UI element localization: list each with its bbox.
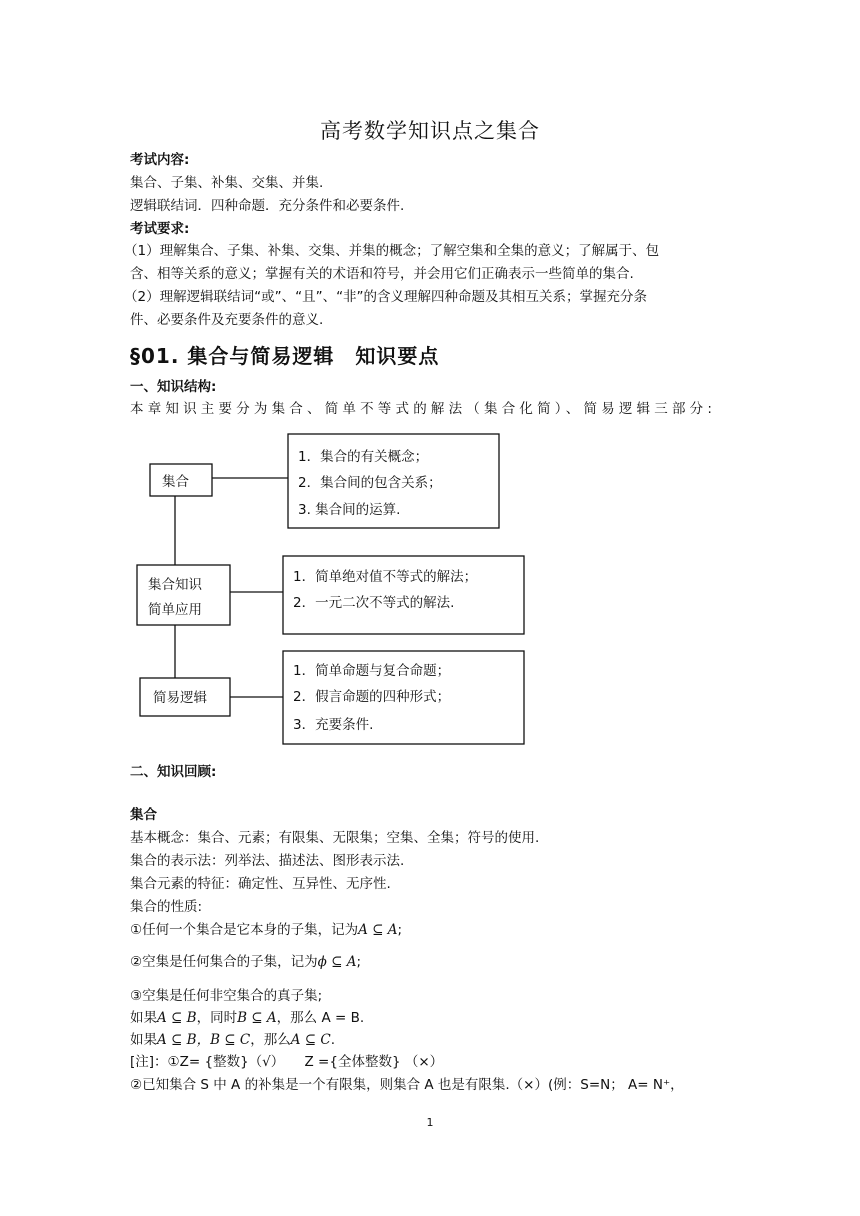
property-line (130, 1030, 335, 1050)
knowledge-structure-intro: 本章知识主要分为集合、简单不等式的解法（集合化简）、简易逻辑三部分: (130, 401, 717, 417)
section-title: §01. 集合与简易逻辑 知识要点 (130, 344, 440, 368)
math-expression: A ⊆ B，B ⊆ C (157, 1032, 251, 1048)
math-expression: A ⊆ A (358, 922, 398, 938)
exam-content-heading: 考试内容: (130, 152, 190, 168)
property-line (130, 952, 361, 972)
review-subheading: 集合 (130, 807, 157, 823)
review-line: 集合的性质: (130, 899, 203, 915)
text-fragment: ，那么 A = B. (276, 1010, 365, 1026)
property-line (130, 1008, 364, 1028)
note-line: ②已知集合 S 中 A 的补集是一个有限集，则集合 A 也是有限集.（×）(例：S=N； A= N⁺， (130, 1077, 684, 1093)
node-label: 集合知识 (148, 577, 202, 593)
property-line (130, 920, 402, 940)
content-item: 2．一元二次不等式的解法. (293, 595, 455, 611)
note-line: [注]：①Z= {整数}（√） Z ={全体整数} （×） (130, 1054, 444, 1070)
content-item: 3. 集合间的运算. (298, 502, 401, 518)
content-item: 1．集合的有关概念； (298, 449, 429, 465)
text-fragment: ，同时 (196, 1010, 238, 1026)
page-number: 1 (426, 1116, 434, 1129)
text-fragment: 如果 (130, 1032, 157, 1048)
page-title: 高考数学知识点之集合 (320, 119, 540, 143)
review-line: 基本概念：集合、元素；有限集、无限集；空集、全集；符号的使用. (130, 830, 540, 846)
math-expression: A ⊆ C (290, 1032, 331, 1048)
math-expression: A ⊆ B (157, 1010, 197, 1026)
review-heading: 二、知识回顾: (130, 764, 217, 780)
exam-requirement-line: （1）理解集合、子集、补集、交集、并集的概念；了解空集和全集的意义；了解属于、包 (124, 243, 660, 259)
punctuation: . (330, 1032, 335, 1048)
punctuation: ; (356, 954, 362, 970)
content-item: 3．充要条件. (293, 717, 374, 733)
review-line: 集合的表示法：列举法、描述法、图形表示法. (130, 853, 405, 869)
node-label: 简单应用 (148, 602, 202, 618)
math-expression: B ⊆ A (237, 1010, 277, 1026)
text-fragment: ，那么 (250, 1032, 291, 1048)
exam-content-line: 集合、子集、补集、交集、并集. (130, 175, 324, 191)
node-label: 集合 (162, 474, 189, 490)
content-item: 2．假言命题的四种形式； (293, 689, 451, 705)
knowledge-structure-heading: 一、知识结构: (130, 379, 217, 395)
property-text: ②空集是任何集合的子集，记为 (130, 954, 318, 970)
exam-content-line: 逻辑联结词．四种命题．充分条件和必要条件. (130, 198, 405, 214)
content-item: 1．简单命题与复合命题； (293, 663, 451, 679)
exam-requirement-line: 含、相等关系的意义；掌握有关的术语和符号，并会用它们正确表示一些简单的集合. (130, 266, 634, 282)
property-line: ③空集是任何非空集合的真子集; (130, 988, 323, 1004)
math-expression: ϕ ⊆ A (317, 954, 357, 970)
node-label: 简易逻辑 (153, 690, 207, 706)
exam-requirement-line: 件、必要条件及充要条件的意义. (130, 312, 324, 328)
text-fragment: 如果 (130, 1010, 157, 1026)
content-item: 1．简单绝对值不等式的解法； (293, 569, 478, 585)
property-text: ①任何一个集合是它本身的子集，记为 (130, 922, 359, 938)
review-line: 集合元素的特征：确定性、互异性、无序性. (130, 876, 391, 892)
exam-requirements-heading: 考试要求: (130, 221, 190, 237)
punctuation: ; (397, 922, 403, 938)
content-item: 2．集合间的包含关系； (298, 475, 442, 491)
exam-requirement-line: （2）理解逻辑联结词“或”、“且”、“非”的含义理解四种命题及其相互关系；掌握充分条 (124, 289, 648, 305)
